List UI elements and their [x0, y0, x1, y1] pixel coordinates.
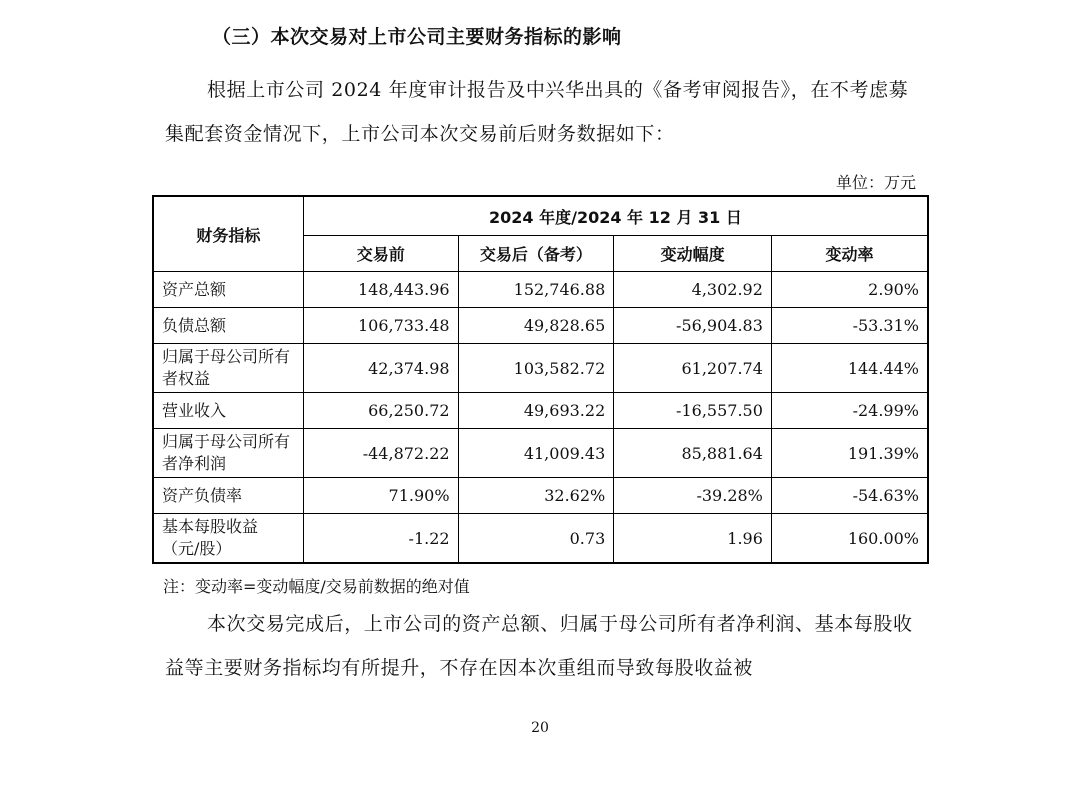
cell-before: 106,733.48 [303, 308, 458, 344]
intro-paragraph [165, 68, 917, 156]
column-header-before: 交易前 [303, 236, 458, 272]
cell-change: 1.96 [614, 514, 772, 564]
table-row [153, 344, 928, 393]
table-row [153, 393, 928, 429]
page-number: 20 [531, 720, 549, 736]
cell-before: 66,250.72 [303, 393, 458, 429]
cell-after: 152,746.88 [458, 272, 614, 308]
cell-change: 4,302.92 [614, 272, 772, 308]
cell-change: 85,881.64 [614, 429, 772, 478]
cell-rate: 191.39% [771, 429, 928, 478]
column-header-after: 交易后（备考） [458, 236, 614, 272]
cell-rate: 144.44% [771, 344, 928, 393]
cell-after: 49,828.65 [458, 308, 614, 344]
column-header-change: 变动幅度 [614, 236, 772, 272]
table-row [153, 272, 928, 308]
financial-table [152, 195, 929, 564]
cell-before: 71.90% [303, 478, 458, 514]
cell-change: -16,557.50 [614, 393, 772, 429]
cell-rate: 2.90% [771, 272, 928, 308]
cell-before: 42,374.98 [303, 344, 458, 393]
indicator-header: 财务指标 [153, 196, 303, 272]
cell-after: 41,009.43 [458, 429, 614, 478]
cell-change: -56,904.83 [614, 308, 772, 344]
row-label: 基本每股收益（元/股） [153, 514, 303, 564]
cell-after: 0.73 [458, 514, 614, 564]
cell-change: 61,207.74 [614, 344, 772, 393]
table-row [153, 478, 928, 514]
intro-paragraph-text: 根据上市公司 2024 年度审计报告及中兴华出具的《备考审阅报告》，在不考虑募集配套资金情况下，上市公司本次交易前后财务数据如下： [165, 79, 909, 145]
table-row [153, 429, 928, 478]
cell-after: 49,693.22 [458, 393, 614, 429]
cell-after: 103,582.72 [458, 344, 614, 393]
cell-rate: 160.00% [771, 514, 928, 564]
cell-after: 32.62% [458, 478, 614, 514]
section-heading: （三）本次交易对上市公司主要财务指标的影响 [212, 26, 622, 48]
conclusion-paragraph [165, 602, 917, 690]
conclusion-paragraph-text: 本次交易完成后，上市公司的资产总额、归属于母公司所有者净利润、基本每股收益等主要财务指标均有所提升，不存在因本次重组而导致每股收益被 [165, 613, 913, 679]
cell-before: -44,872.22 [303, 429, 458, 478]
table-note: 注：变动率=变动幅度/交易前数据的绝对值 [163, 577, 470, 596]
row-label: 负债总额 [153, 308, 303, 344]
table-row [153, 514, 928, 564]
table-row [153, 308, 928, 344]
cell-before: -1.22 [303, 514, 458, 564]
row-label: 归属于母公司所有者权益 [153, 344, 303, 393]
row-label: 归属于母公司所有者净利润 [153, 429, 303, 478]
period-header: 2024 年度/2024 年 12 月 31 日 [303, 196, 928, 236]
unit-label: 单位：万元 [835, 173, 916, 192]
row-label: 营业收入 [153, 393, 303, 429]
row-label: 资产负债率 [153, 478, 303, 514]
cell-rate: -24.99% [771, 393, 928, 429]
cell-rate: -54.63% [771, 478, 928, 514]
cell-before: 148,443.96 [303, 272, 458, 308]
cell-change: -39.28% [614, 478, 772, 514]
row-label: 资产总额 [153, 272, 303, 308]
cell-rate: -53.31% [771, 308, 928, 344]
column-header-rate: 变动率 [771, 236, 928, 272]
